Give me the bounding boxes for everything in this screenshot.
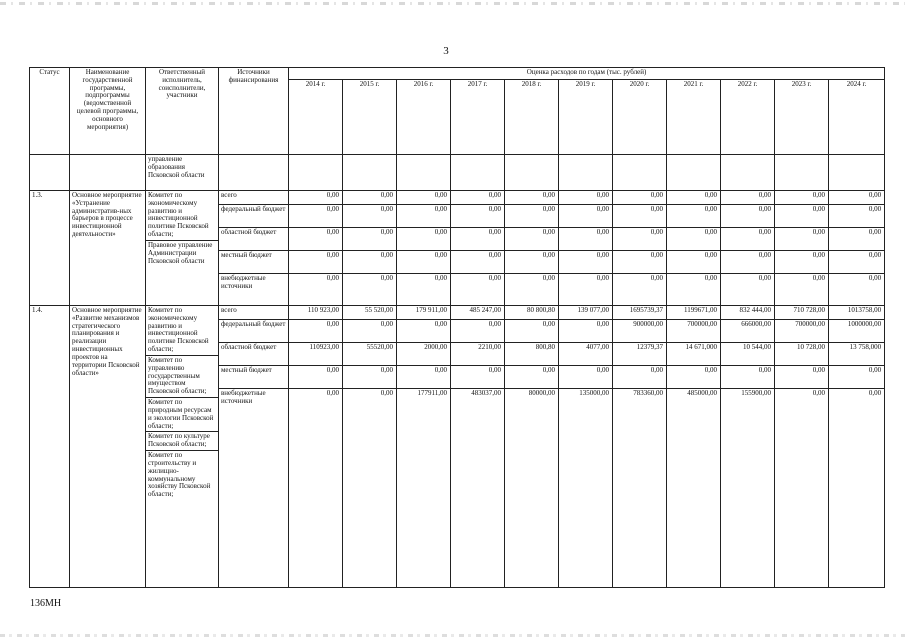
- value-cell: 0,00: [829, 228, 885, 251]
- value-cell: 110 923,00: [289, 306, 343, 320]
- section-status: 1.3.: [30, 191, 70, 306]
- value-cell: 0,00: [289, 228, 343, 251]
- value-cell: 0,00: [343, 274, 397, 306]
- value-cell: 0,00: [343, 389, 397, 588]
- value-cell: 0,00: [559, 320, 613, 343]
- continuation-row: [30, 155, 885, 191]
- footer-code: 136МН: [30, 598, 62, 609]
- value-cell: 2210,00: [451, 343, 505, 366]
- section-name: Основное мероприятие «Устранение административ-ных барьеров в процессе инвестиционной деятельности»: [70, 191, 146, 306]
- value-cell: 0,00: [505, 366, 559, 389]
- scan-edge-bottom: [0, 634, 905, 637]
- value-cell: 4077,00: [559, 343, 613, 366]
- value-cell: 700000,00: [667, 320, 721, 343]
- header-status: Статус: [30, 68, 70, 155]
- value-cell: 0,00: [613, 274, 667, 306]
- value-cell: 0,00: [397, 366, 451, 389]
- value-cell: 900000,00: [613, 320, 667, 343]
- source-label: внебюджетные источники: [219, 389, 289, 588]
- value-cell: 0,00: [397, 205, 451, 228]
- value-cell: 0,00: [343, 205, 397, 228]
- executor-item: Комитет по экономическому развитию и инвестиционной политике Псковской области;: [146, 306, 218, 356]
- value-cell: 0,00: [289, 274, 343, 306]
- value-cell: 0,00: [613, 251, 667, 274]
- executor-item: Комитет по управлению государственным имуществом Псковской области;: [146, 356, 218, 398]
- value-cell: 0,00: [829, 251, 885, 274]
- source-label: всего: [219, 191, 289, 205]
- value-cell: 110923,00: [289, 343, 343, 366]
- value-cell: 0,00: [829, 274, 885, 306]
- source-row: [30, 191, 885, 205]
- value-cell: 800,80: [505, 343, 559, 366]
- value-cell: 0,00: [829, 366, 885, 389]
- value-cell: 1013758,00: [829, 306, 885, 320]
- header-name: Наименование государственной программы, подпрограммы (ведомственной целевой программы, основного мероприятия): [70, 68, 146, 155]
- value-cell: 135000,00: [559, 389, 613, 588]
- value-cell: 0,00: [667, 251, 721, 274]
- value-cell: 0,00: [343, 191, 397, 205]
- source-label: областной бюджет: [219, 228, 289, 251]
- empty-cell: [343, 155, 397, 191]
- value-cell: 0,00: [451, 205, 505, 228]
- value-cell: 0,00: [343, 366, 397, 389]
- value-cell: 0,00: [451, 228, 505, 251]
- section-executors: [146, 306, 219, 588]
- source-label: местный бюджет: [219, 251, 289, 274]
- value-cell: 0,00: [505, 205, 559, 228]
- value-cell: 700000,00: [775, 320, 829, 343]
- value-cell: 0,00: [775, 251, 829, 274]
- value-cell: 1695739,37: [613, 306, 667, 320]
- value-cell: 0,00: [343, 320, 397, 343]
- section-executors: [146, 191, 219, 306]
- header-year: 2023 г.: [775, 80, 829, 155]
- value-cell: 0,00: [397, 191, 451, 205]
- header-estimate: Оценка расходов по годам (тыс. рублей): [289, 68, 885, 80]
- empty-cell: [397, 155, 451, 191]
- section-status: 1.4.: [30, 306, 70, 588]
- value-cell: 0,00: [451, 320, 505, 343]
- value-cell: 0,00: [289, 320, 343, 343]
- value-cell: 0,00: [559, 191, 613, 205]
- value-cell: 0,00: [721, 191, 775, 205]
- header-year: 2021 г.: [667, 80, 721, 155]
- source-label: внебюджетные источники: [219, 274, 289, 306]
- value-cell: 0,00: [775, 366, 829, 389]
- value-cell: 0,00: [505, 191, 559, 205]
- empty-cell: [289, 155, 343, 191]
- header-executor: Ответственный исполнитель, соисполнители, участники: [146, 68, 219, 155]
- header-year: 2022 г.: [721, 80, 775, 155]
- value-cell: 0,00: [721, 251, 775, 274]
- empty-cell: [70, 155, 146, 191]
- value-cell: 0,00: [559, 205, 613, 228]
- value-cell: 485 247,00: [451, 306, 505, 320]
- empty-cell: [721, 155, 775, 191]
- value-cell: 14 671,000: [667, 343, 721, 366]
- value-cell: 0,00: [721, 366, 775, 389]
- empty-cell: [505, 155, 559, 191]
- value-cell: 0,00: [667, 205, 721, 228]
- expense-table: [29, 67, 885, 588]
- value-cell: 0,00: [397, 228, 451, 251]
- header-year: 2014 г.: [289, 80, 343, 155]
- value-cell: 0,00: [289, 251, 343, 274]
- value-cell: 710 728,00: [775, 306, 829, 320]
- value-cell: 0,00: [667, 274, 721, 306]
- value-cell: 0,00: [775, 228, 829, 251]
- value-cell: 0,00: [289, 366, 343, 389]
- empty-cell: [667, 155, 721, 191]
- value-cell: 55520,00: [343, 343, 397, 366]
- value-cell: 0,00: [721, 274, 775, 306]
- value-cell: 179 911,00: [397, 306, 451, 320]
- empty-cell: [451, 155, 505, 191]
- empty-cell: [829, 155, 885, 191]
- value-cell: 177911,00: [397, 389, 451, 588]
- empty-cell: [559, 155, 613, 191]
- value-cell: 0,00: [397, 251, 451, 274]
- value-cell: 1000000,00: [829, 320, 885, 343]
- header-year: 2015 г.: [343, 80, 397, 155]
- value-cell: 0,00: [559, 251, 613, 274]
- value-cell: 0,00: [289, 205, 343, 228]
- section-name: Основное мероприятие «Развитие механизмов стратегического планирования и реализации инвестиционных проектов на территории Псковской области»: [70, 306, 146, 588]
- source-label: областной бюджет: [219, 343, 289, 366]
- value-cell: 0,00: [451, 274, 505, 306]
- source-row: [30, 306, 885, 320]
- value-cell: 0,00: [829, 191, 885, 205]
- value-cell: 80 800,80: [505, 306, 559, 320]
- scan-edge-top: [0, 2, 905, 5]
- value-cell: 0,00: [667, 366, 721, 389]
- value-cell: 0,00: [613, 366, 667, 389]
- value-cell: 0,00: [721, 228, 775, 251]
- value-cell: 0,00: [289, 389, 343, 588]
- value-cell: 0,00: [667, 228, 721, 251]
- value-cell: 0,00: [721, 205, 775, 228]
- source-label: федеральный бюджет: [219, 205, 289, 228]
- value-cell: 0,00: [451, 366, 505, 389]
- page-number: 3: [443, 45, 449, 57]
- executor-item: Комитет по строительству и жилищно-коммунальному хозяйству Псковской области;: [148, 451, 211, 499]
- empty-cell: [775, 155, 829, 191]
- value-cell: 0,00: [559, 366, 613, 389]
- executor-item: Правовое управление Администрации Псковской области: [148, 240, 213, 265]
- value-cell: 0,00: [343, 251, 397, 274]
- value-cell: 0,00: [613, 191, 667, 205]
- value-cell: 0,00: [505, 320, 559, 343]
- value-cell: 0,00: [289, 191, 343, 205]
- value-cell: 10 544,00: [721, 343, 775, 366]
- value-cell: 0,00: [397, 320, 451, 343]
- executor-item: Комитет по природным ресурсам и экологии Псковской области;: [146, 398, 218, 432]
- value-cell: 832 444,00: [721, 306, 775, 320]
- source-label: всего: [219, 306, 289, 320]
- value-cell: 0,00: [829, 205, 885, 228]
- value-cell: 2000,00: [397, 343, 451, 366]
- value-cell: 0,00: [505, 251, 559, 274]
- value-cell: 12379,37: [613, 343, 667, 366]
- value-cell: 0,00: [613, 228, 667, 251]
- continuation-executor: управление образования Псковской области: [146, 155, 219, 191]
- value-cell: 13 758,000: [829, 343, 885, 366]
- empty-cell: [30, 155, 70, 191]
- value-cell: 0,00: [505, 228, 559, 251]
- value-cell: 783360,00: [613, 389, 667, 588]
- value-cell: 0,00: [775, 274, 829, 306]
- value-cell: 0,00: [559, 228, 613, 251]
- header-year: 2019 г.: [559, 80, 613, 155]
- value-cell: 1199671,00: [667, 306, 721, 320]
- value-cell: 0,00: [775, 205, 829, 228]
- source-label: федеральный бюджет: [219, 320, 289, 343]
- empty-cell: [219, 155, 289, 191]
- header-year: 2018 г.: [505, 80, 559, 155]
- value-cell: 0,00: [613, 205, 667, 228]
- value-cell: 0,00: [451, 191, 505, 205]
- value-cell: 483037,00: [451, 389, 505, 588]
- value-cell: 0,00: [397, 274, 451, 306]
- value-cell: 155900,00: [721, 389, 775, 588]
- value-cell: 0,00: [775, 191, 829, 205]
- value-cell: 0,00: [559, 274, 613, 306]
- value-cell: 0,00: [505, 274, 559, 306]
- value-cell: 55 520,00: [343, 306, 397, 320]
- value-cell: 0,00: [451, 251, 505, 274]
- value-cell: 0,00: [775, 389, 829, 588]
- executor-item: Комитет по экономическому развитию и инвестиционной политике Псковской области;: [146, 191, 218, 241]
- value-cell: 139 077,00: [559, 306, 613, 320]
- header-year: 2024 г.: [829, 80, 885, 155]
- value-cell: 10 728,00: [775, 343, 829, 366]
- header-year: 2017 г.: [451, 80, 505, 155]
- value-cell: 80000,00: [505, 389, 559, 588]
- header-year: 2016 г.: [397, 80, 451, 155]
- value-cell: 485000,00: [667, 389, 721, 588]
- header-sources: Источники финансирования: [219, 68, 289, 155]
- value-cell: 0,00: [829, 389, 885, 588]
- source-label: местный бюджет: [219, 366, 289, 389]
- value-cell: 666000,00: [721, 320, 775, 343]
- value-cell: 0,00: [667, 191, 721, 205]
- header-year: 2020 г.: [613, 80, 667, 155]
- executor-item: Комитет по культуре Псковской области;: [146, 432, 218, 451]
- value-cell: 0,00: [343, 228, 397, 251]
- empty-cell: [613, 155, 667, 191]
